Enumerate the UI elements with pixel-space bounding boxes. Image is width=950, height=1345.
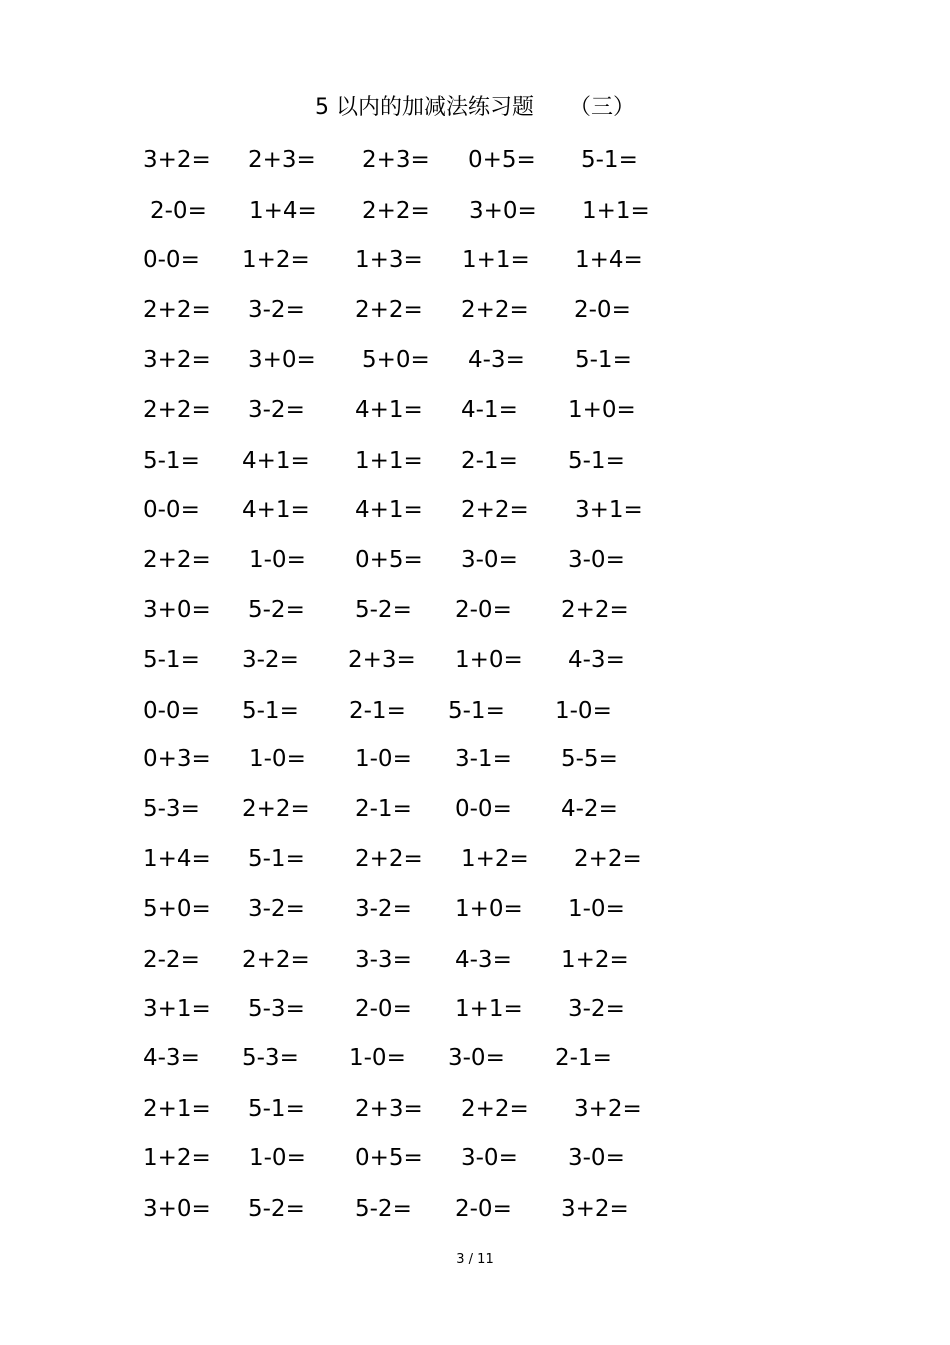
math-problem: 5-1= (143, 448, 200, 474)
problem-row (0, 495, 950, 525)
math-problem: 3+0= (143, 1196, 211, 1222)
math-problem: 2-0= (355, 996, 412, 1022)
math-problem: 5+0= (362, 347, 430, 373)
problem-row (0, 395, 950, 425)
math-problem: 0+3= (143, 746, 211, 772)
math-problem: 5-2= (248, 1196, 305, 1222)
math-problem: 4+1= (242, 497, 310, 523)
math-problem: 2-1= (349, 698, 406, 724)
math-problem: 3+1= (575, 497, 643, 523)
math-problem: 3-0= (461, 1145, 518, 1171)
math-problem: 2-0= (455, 1196, 512, 1222)
math-problem: 2-1= (461, 448, 518, 474)
math-problem: 3-2= (248, 297, 305, 323)
math-problem: 5-1= (143, 647, 200, 673)
math-problem: 0+5= (355, 547, 423, 573)
math-problem: 3-0= (448, 1045, 505, 1071)
math-problem: 2-2= (143, 947, 200, 973)
problem-row (0, 844, 950, 874)
problem-row (0, 945, 950, 975)
math-problem: 4+1= (355, 497, 423, 523)
math-problem: 1-0= (349, 1045, 406, 1071)
math-problem: 5-1= (448, 698, 505, 724)
problem-row (0, 894, 950, 924)
math-problem: 5-3= (248, 996, 305, 1022)
math-problem: 2-0= (150, 198, 207, 224)
math-problem: 5-3= (143, 796, 200, 822)
problem-row (0, 1194, 950, 1224)
math-problem: 3-2= (568, 996, 625, 1022)
math-problem: 1-0= (249, 547, 306, 573)
math-problem: 2+2= (242, 796, 310, 822)
math-problem: 3-2= (242, 647, 299, 673)
math-problem: 2+2= (461, 1096, 529, 1122)
math-problem: 1+1= (455, 996, 523, 1022)
math-problem: 1+0= (568, 397, 636, 423)
math-problem: 1-0= (555, 698, 612, 724)
math-problem: 3+2= (143, 147, 211, 173)
math-problem: 5-2= (355, 1196, 412, 1222)
math-problem: 3+2= (143, 347, 211, 373)
math-problem: 3+2= (561, 1196, 629, 1222)
math-problem: 2+2= (242, 947, 310, 973)
math-problem: 3-2= (355, 896, 412, 922)
problem-row (0, 794, 950, 824)
math-problem: 1+3= (355, 247, 423, 273)
page-number: 3 / 11 (456, 1252, 494, 1267)
math-problem: 2+2= (143, 397, 211, 423)
math-problem: 1+2= (461, 846, 529, 872)
math-problem: 4-3= (468, 347, 525, 373)
math-problem: 3-0= (568, 1145, 625, 1171)
math-problem: 2+2= (355, 297, 423, 323)
problem-row (0, 545, 950, 575)
math-problem: 5-1= (568, 448, 625, 474)
math-problem: 1+4= (249, 198, 317, 224)
math-problem: 0+5= (355, 1145, 423, 1171)
math-problem: 2+2= (355, 846, 423, 872)
math-problem: 1-0= (249, 746, 306, 772)
problem-row (0, 994, 950, 1024)
math-problem: 3-3= (355, 947, 412, 973)
math-problem: 5-3= (242, 1045, 299, 1071)
math-problem: 4+1= (355, 397, 423, 423)
math-problem: 1+2= (143, 1145, 211, 1171)
math-problem: 0+5= (468, 147, 536, 173)
math-problem: 4-2= (561, 796, 618, 822)
math-problem: 4-1= (461, 397, 518, 423)
math-problem: 4-3= (568, 647, 625, 673)
math-problem: 0-0= (143, 247, 200, 273)
math-problem: 0-0= (143, 698, 200, 724)
math-problem: 3+0= (143, 597, 211, 623)
math-problem: 5-5= (561, 746, 618, 772)
math-problem: 5+0= (143, 896, 211, 922)
math-problem: 1+2= (242, 247, 310, 273)
math-problem: 5-1= (575, 347, 632, 373)
math-problem: 2+3= (248, 147, 316, 173)
math-problem: 1+0= (455, 647, 523, 673)
math-problem: 0-0= (143, 497, 200, 523)
math-problem: 5-2= (248, 597, 305, 623)
math-problem: 3+2= (574, 1096, 642, 1122)
math-problem: 4-3= (455, 947, 512, 973)
problem-row (0, 744, 950, 774)
math-problem: 2-0= (455, 597, 512, 623)
math-problem: 2+3= (362, 147, 430, 173)
math-problem: 2-0= (574, 297, 631, 323)
worksheet-title: 5 以内的加减法练习题 （三） (315, 95, 635, 120)
math-problem: 3+0= (248, 347, 316, 373)
math-problem: 1+4= (575, 247, 643, 273)
math-problem: 2+3= (355, 1096, 423, 1122)
math-problem: 3+1= (143, 996, 211, 1022)
math-problem: 2+2= (362, 198, 430, 224)
math-problem: 3-2= (248, 896, 305, 922)
math-problem: 3+0= (469, 198, 537, 224)
math-problem: 2+2= (561, 597, 629, 623)
math-problem: 1+1= (355, 448, 423, 474)
math-problem: 2+2= (461, 297, 529, 323)
math-problem: 0-0= (455, 796, 512, 822)
problem-row (0, 295, 950, 325)
problem-row (0, 196, 950, 226)
math-problem: 2-1= (355, 796, 412, 822)
math-problem: 2+2= (461, 497, 529, 523)
math-problem: 3-2= (248, 397, 305, 423)
math-problem: 4-3= (143, 1045, 200, 1071)
math-problem: 3-0= (568, 547, 625, 573)
math-problem: 5-2= (355, 597, 412, 623)
problem-row (0, 1043, 950, 1073)
math-problem: 2+1= (143, 1096, 211, 1122)
math-problem: 1+4= (143, 846, 211, 872)
math-problem: 1-0= (568, 896, 625, 922)
problem-row (0, 1094, 950, 1124)
problem-row (0, 345, 950, 375)
math-problem: 2+2= (143, 297, 211, 323)
math-problem: 1-0= (249, 1145, 306, 1171)
math-problem: 2+2= (574, 846, 642, 872)
math-problem: 3-0= (461, 547, 518, 573)
math-problem: 5-1= (242, 698, 299, 724)
math-problem: 4+1= (242, 448, 310, 474)
math-problem: 5-1= (248, 1096, 305, 1122)
math-problem: 3-1= (455, 746, 512, 772)
problem-row (0, 1143, 950, 1173)
problem-row (0, 245, 950, 275)
math-problem: 5-1= (581, 147, 638, 173)
problem-row (0, 696, 950, 726)
math-problem: 1+1= (582, 198, 650, 224)
problem-row (0, 145, 950, 175)
math-problem: 1-0= (355, 746, 412, 772)
math-problem: 2+3= (348, 647, 416, 673)
problem-row (0, 446, 950, 476)
math-problem: 1+2= (561, 947, 629, 973)
math-problem: 2+2= (143, 547, 211, 573)
math-problem: 2-1= (555, 1045, 612, 1071)
problem-row (0, 645, 950, 675)
math-problem: 5-1= (248, 846, 305, 872)
math-problem: 1+0= (455, 896, 523, 922)
math-problem: 1+1= (462, 247, 530, 273)
problem-row (0, 595, 950, 625)
